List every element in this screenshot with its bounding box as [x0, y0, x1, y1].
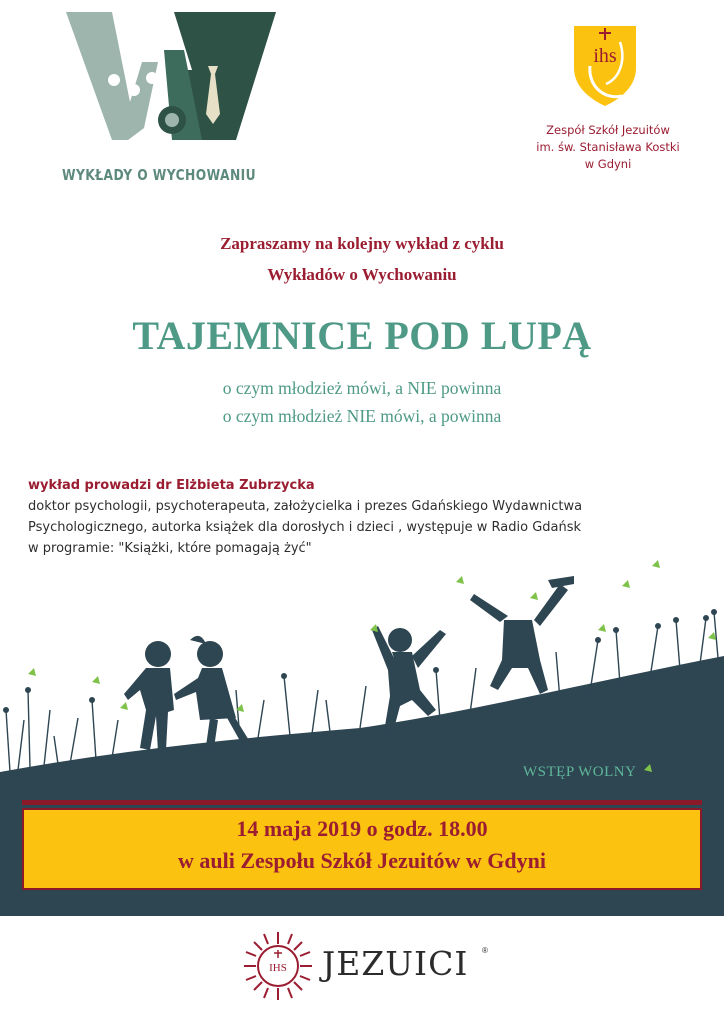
jesuits-wordmark: JEZUICI: [322, 944, 469, 983]
invitation-line-2: Wykładów o Wychowaniu: [267, 265, 457, 284]
lecturer-bio-line: w programie: "Książki, które pomagają żyć": [28, 541, 312, 556]
invitation-text: [0, 228, 724, 290]
jesuits-emblem-icon: [242, 930, 314, 1002]
lecturer-name: wykład prowadzi dr Elżbieta Zubrzycka: [28, 478, 315, 493]
event-date: 14 maja 2019 o godz. 18.00: [236, 816, 488, 841]
invitation-line-1: Zapraszamy na kolejny wykład z cyklu: [220, 234, 504, 253]
school-name-line: w Gdyni: [584, 157, 632, 171]
lecturer-bio-line: Psychologicznego, autorka książek dla dorosłych i dzieci , występuje w Radio Gdańsk: [28, 520, 582, 535]
bottom-band: [0, 904, 724, 916]
school-name: [510, 122, 706, 173]
svg-text:IHS: IHS: [269, 962, 287, 974]
subtitle-line-2: o czym młodzież NIE mówi, a powinna: [222, 406, 502, 426]
lecture-series-logo: [62, 10, 282, 190]
lecture-title: TAJEMNICE POD LUPĄ: [132, 313, 592, 358]
school-name-line: Zespół Szkół Jezuitów: [546, 123, 670, 137]
event-place: w auli Zespołu Szkół Jezuitów w Gdyni: [178, 848, 546, 873]
school-name-line: im. św. Stanisława Kostki: [536, 140, 680, 154]
registered-mark: ®: [482, 946, 488, 955]
subtitle-line-1: o czym młodzież mówi, a NIE powinna: [222, 378, 502, 398]
school-crest-icon: [570, 22, 640, 108]
free-entry-label: WSTĘP WOLNY: [523, 764, 637, 780]
lecture-series-caption: WYKŁADY O WYCHOWANIU: [62, 166, 257, 184]
svg-text:ihs: ihs: [593, 45, 617, 67]
lecturer-bio-line: doktor psychologii, psychoterapeuta, założycielka i prezes Gdańskiego Wydawnictwa: [28, 499, 583, 514]
lecture-subtitle: [0, 374, 724, 430]
lecturer-info: [28, 475, 708, 559]
divider: [22, 800, 702, 805]
